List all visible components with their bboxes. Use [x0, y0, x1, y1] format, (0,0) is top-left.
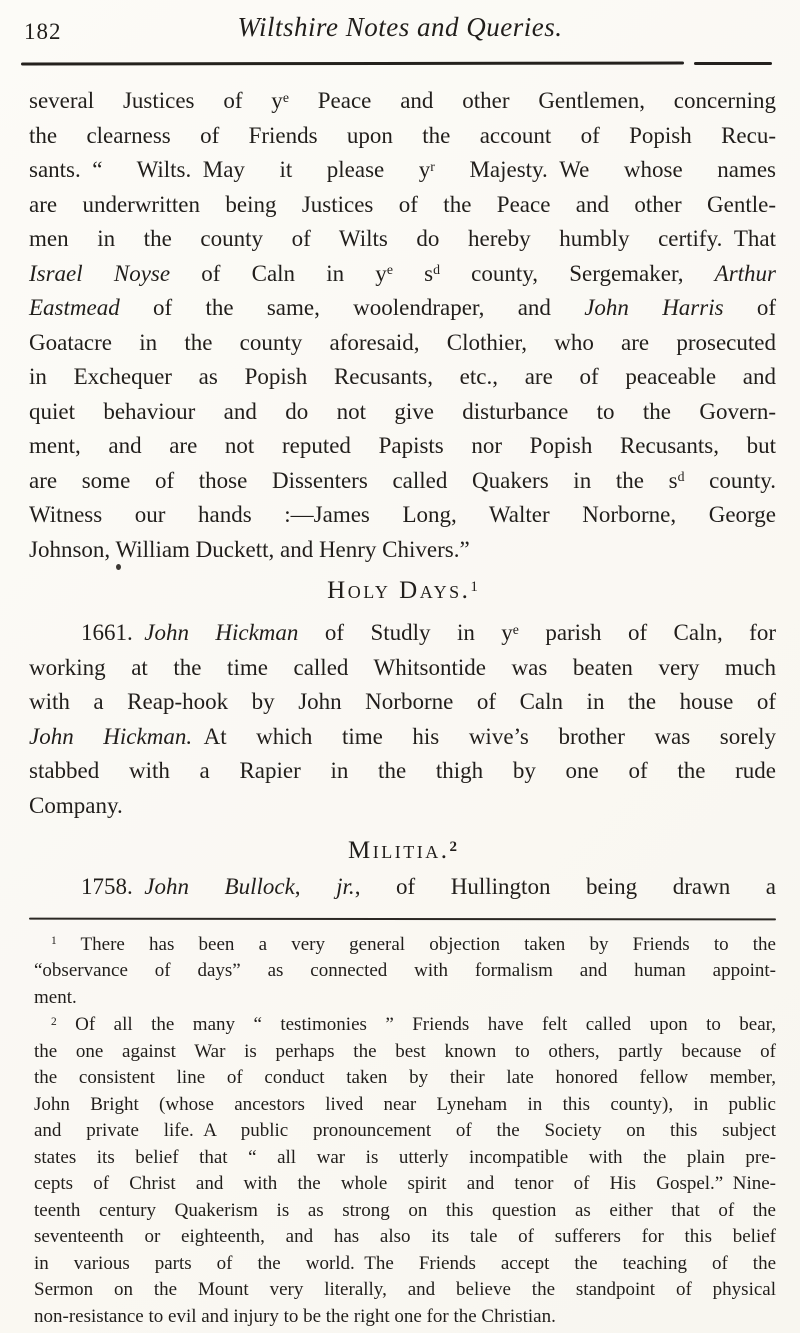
text-line — [29, 464, 776, 499]
text-segment: of Caln in y — [170, 260, 387, 286]
para-bullock — [29, 870, 776, 905]
text-line — [29, 720, 776, 755]
header-rule-segment — [21, 62, 684, 66]
text-line — [29, 84, 776, 119]
text-line — [34, 1251, 776, 1278]
italic-text: Israel Noyse — [29, 260, 171, 286]
superscript: e — [386, 262, 393, 278]
page-number: 182 — [24, 19, 62, 44]
text-segment: of — [723, 295, 777, 320]
text-line — [29, 153, 776, 188]
text-segment: John Bright (whose ancestors lived near Lyneham in this county), in public — [34, 1093, 776, 1115]
text-line — [34, 1145, 776, 1172]
text-line — [29, 222, 776, 257]
text-segment: the clearness of Friends upon the account of Popish Recu- — [29, 122, 776, 148]
text-segment: Holy Days. — [327, 577, 471, 604]
superscript: e — [512, 621, 519, 637]
running-title: Wiltshire Notes and Queries. — [237, 12, 563, 42]
text-segment: Company. — [29, 792, 123, 818]
italic-text: John Hickman. — [29, 723, 193, 749]
superscript: d — [433, 262, 440, 278]
text-segment: At which time his wive’s brother was sorely — [192, 723, 776, 749]
footnote-rule — [29, 917, 776, 920]
text-line — [34, 1065, 776, 1092]
text-line — [29, 616, 776, 651]
text-segment: the consistent line of conduct taken by their late honored fellow member, — [34, 1067, 776, 1088]
text-segment: states its belief that “ all war is utterly incompatible with the plain pre- — [34, 1146, 776, 1168]
text-segment: are some of those Dissenters called Quakers in the s — [29, 467, 678, 493]
text-segment: working at the time called Whitsontide was beaten very much — [29, 654, 776, 680]
text-segment: Majesty. We whose names — [434, 157, 776, 182]
text-segment: and private life. A public pronouncement of the Society on this subject — [34, 1120, 776, 1141]
text-segment: are underwritten being Justices of the Peace and other Gentle- — [29, 191, 776, 217]
header-rule — [21, 62, 772, 65]
italic-text: John Bullock — [144, 874, 295, 899]
text-segment: in Exchequer as Popish Recusants, etc., are of peaceable and — [29, 364, 776, 389]
text-line — [29, 119, 776, 154]
text-line — [34, 932, 776, 959]
text-line — [34, 958, 776, 985]
text-segment: men in the county of Wilts do hereby humbly certify. That — [29, 226, 776, 251]
text-segment: Goatacre in the county aforesaid, Clothier, who are prosecuted — [29, 329, 776, 355]
text-segment: cepts of Christ and with the whole spirit and tenor of His Gospel.” Nine- — [34, 1173, 776, 1194]
text-segment: ment, and are not reputed Papists nor Popish Recusants, but — [29, 433, 776, 458]
text-segment: sants. “ Wilts. May it please y — [29, 157, 431, 182]
ink-spot — [116, 564, 121, 570]
text-segment: in various parts of the world. The Friends accept the teaching of the — [34, 1252, 776, 1274]
text-segment: stabbed with a Rapier in the thigh by one of the rude — [29, 758, 776, 783]
heading-holy-days — [29, 576, 776, 606]
text-segment: Militia. — [348, 837, 450, 864]
para-certificate — [29, 84, 776, 567]
text-line — [29, 685, 776, 720]
text-segment: Peace and other Gentlemen, concerning — [288, 88, 776, 113]
text-segment: 1661. — [81, 620, 145, 645]
text-line — [29, 651, 776, 686]
text-line — [29, 257, 776, 292]
italic-text: John Hickman — [144, 620, 299, 645]
text-segment: 1758. — [81, 874, 145, 899]
italic-text: Eastmead — [29, 295, 120, 320]
text-segment: Witness our hands :—James Long, Walter Norborne, George — [29, 502, 776, 527]
superscript: 1 — [51, 935, 57, 948]
text-line — [34, 1304, 776, 1331]
text-segment: seventeenth or eighteenth, and has also its tale of sufferers for this belief — [34, 1226, 776, 1247]
text-line — [34, 1012, 776, 1039]
text-segment: , of Hullington being drawn a — [354, 874, 776, 899]
footnote-1 — [34, 932, 776, 1012]
text-line — [34, 1224, 776, 1251]
text-line — [29, 326, 776, 361]
text-segment: county. — [684, 467, 776, 493]
text-segment: ment. — [34, 986, 77, 1008]
superscript: 2 — [449, 839, 457, 856]
text-segment: There has been a very general objection taken by Friends to the — [56, 933, 776, 955]
text-segment: quiet behaviour and do not give disturbance to the Govern- — [29, 398, 776, 424]
text-line — [29, 870, 776, 905]
text-segment: “observance of days” as connected with formalism and human appoint- — [34, 960, 776, 981]
text-segment: of the same, woolendraper, and — [119, 295, 585, 320]
text-line — [34, 1039, 776, 1066]
text-line — [29, 291, 776, 326]
text-segment: non-resistance to evil and injury to be the right one for the Christian. — [34, 1305, 556, 1327]
text-line — [29, 533, 776, 568]
text-line — [34, 1171, 776, 1198]
italic-text: John Harris — [584, 295, 724, 320]
text-segment: Johnson, William Duckett, and Henry Chivers.” — [29, 536, 470, 562]
superscript: r — [430, 158, 435, 174]
text-line — [29, 789, 776, 824]
text-line — [34, 1092, 776, 1119]
text-line — [34, 985, 776, 1012]
text-segment: Of all the many “ testimonies ” Friends have felt called upon to bear, — [56, 1014, 776, 1035]
footnote-2 — [34, 1012, 776, 1330]
superscript: 1 — [470, 579, 478, 596]
header-rule-segment — [694, 62, 772, 65]
text-segment: s — [392, 260, 434, 286]
text-segment: of Studly in y — [298, 620, 513, 645]
text-line — [34, 1198, 776, 1225]
content-sections — [29, 84, 776, 1330]
text-segment: with a Reap-hook by John Norborne of Caln in the house of — [29, 689, 776, 714]
text-line — [29, 754, 776, 789]
text-segment: the one against War is perhaps the best known to others, partly because of — [34, 1040, 776, 1062]
superscript: 2 — [51, 1015, 57, 1028]
italic-text: Arthur — [714, 260, 776, 286]
text-line — [34, 1277, 776, 1304]
italic-text: jr. — [336, 874, 355, 899]
text-line — [29, 188, 776, 223]
text-segment: parish of Caln, for — [518, 620, 776, 645]
text-line — [29, 395, 776, 430]
text-line — [29, 429, 776, 464]
para-hickman — [29, 616, 776, 823]
text-line — [34, 1118, 776, 1145]
text-segment: Sermon on the Mount very literally, and believe the standpoint of physical — [34, 1279, 776, 1300]
text-segment: teenth century Quakerism is as strong on this question as either that of the — [34, 1199, 776, 1221]
superscript: d — [677, 469, 685, 485]
text-segment: several Justices of y — [29, 88, 283, 113]
heading-militia — [29, 836, 776, 866]
text-line — [29, 360, 776, 395]
text-line — [29, 498, 776, 533]
text-segment: county, Sergemaker, — [439, 260, 715, 286]
superscript: e — [282, 89, 289, 105]
text-segment: , — [294, 874, 337, 899]
